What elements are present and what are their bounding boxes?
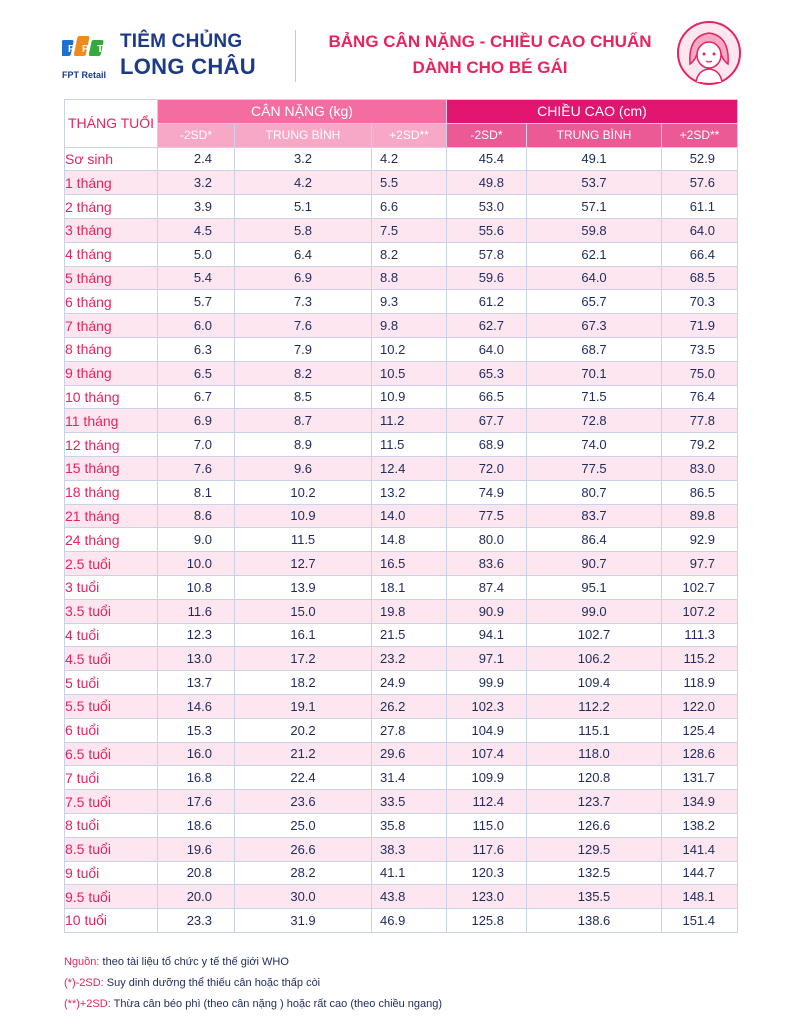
height-plus2sd-cell: 75.0 xyxy=(662,361,738,385)
weight-plus2sd-cell: 35.8 xyxy=(372,813,447,837)
height-plus2sd-cell: 57.6 xyxy=(662,171,738,195)
weight-minus2sd-cell: 10.0 xyxy=(158,552,235,576)
height-median-cell: 118.0 xyxy=(527,742,662,766)
height-minus2sd-cell: 74.9 xyxy=(447,480,527,504)
age-cell: 4 tháng xyxy=(65,242,158,266)
table-row xyxy=(65,361,738,385)
weight-plus2sd-cell: 27.8 xyxy=(372,718,447,742)
height-median-cell: 70.1 xyxy=(527,361,662,385)
age-cell: 10 tuổi xyxy=(65,909,158,933)
weight-minus2sd-cell: 8.6 xyxy=(158,504,235,528)
weight-minus2sd-cell: 6.3 xyxy=(158,337,235,361)
weight-plus2sd-cell: 29.6 xyxy=(372,742,447,766)
height-plus2sd-cell: 77.8 xyxy=(662,409,738,433)
note-source: Nguồn: theo tài liệu tổ chức y tế thế giới WHO xyxy=(64,956,289,968)
weight-minus2sd-cell: 13.0 xyxy=(158,647,235,671)
weight-plus2sd-cell: 11.5 xyxy=(372,433,447,457)
weight-median-cell: 26.6 xyxy=(235,837,372,861)
brand-subtitle: FPT Retail xyxy=(62,70,107,80)
table-row xyxy=(65,718,738,742)
age-cell: 8 tuổi xyxy=(65,813,158,837)
header-divider xyxy=(295,30,296,82)
age-cell: 21 tháng xyxy=(65,504,158,528)
weight-median-cell: 4.2 xyxy=(235,171,372,195)
weight-minus2sd-cell: 6.5 xyxy=(158,361,235,385)
weight-plus2sd-cell: 21.5 xyxy=(372,623,447,647)
age-cell: 9 tháng xyxy=(65,361,158,385)
height-median-cell: 99.0 xyxy=(527,599,662,623)
height-median-cell: 57.1 xyxy=(527,195,662,219)
weight-plus2sd-cell: 12.4 xyxy=(372,456,447,480)
height-plus2sd-cell: 64.0 xyxy=(662,218,738,242)
weight-minus2sd-cell: 5.0 xyxy=(158,242,235,266)
weight-minus2sd-cell: 17.6 xyxy=(158,790,235,814)
weight-minus2sd-cell: 7.0 xyxy=(158,433,235,457)
page-title-line2: DÀNH CHO BÉ GÁI xyxy=(412,58,568,77)
age-cell: 9 tuổi xyxy=(65,861,158,885)
weight-median-cell: 8.2 xyxy=(235,361,372,385)
weight-median-cell: 30.0 xyxy=(235,885,372,909)
age-cell: 6 tháng xyxy=(65,290,158,314)
weight-median-cell: 15.0 xyxy=(235,599,372,623)
height-median-cell: 123.7 xyxy=(527,790,662,814)
height-minus2sd-cell: 64.0 xyxy=(447,337,527,361)
weight-median-header: TRUNG BÌNH xyxy=(235,123,372,147)
height-minus2sd-cell: 123.0 xyxy=(447,885,527,909)
height-median-cell: 72.8 xyxy=(527,409,662,433)
height-plus2sd-cell: 134.9 xyxy=(662,790,738,814)
weight-minus2sd-cell: 12.3 xyxy=(158,623,235,647)
height-minus2sd-cell: 102.3 xyxy=(447,694,527,718)
weight-plus2sd-cell: 14.8 xyxy=(372,528,447,552)
weight-median-cell: 19.1 xyxy=(235,694,372,718)
height-minus2sd-cell: 83.6 xyxy=(447,552,527,576)
weight-minus2sd-cell: 3.9 xyxy=(158,195,235,219)
weight-minus2sd-cell: 2.4 xyxy=(158,147,235,171)
height-minus2sd-cell: 57.8 xyxy=(447,242,527,266)
weight-median-cell: 31.9 xyxy=(235,909,372,933)
height-median-cell: 120.8 xyxy=(527,766,662,790)
weight-plus2sd-cell: 5.5 xyxy=(372,171,447,195)
height-plus2sd-cell: 86.5 xyxy=(662,480,738,504)
table-row xyxy=(65,599,738,623)
height-minus2sd-cell: 67.7 xyxy=(447,409,527,433)
height-minus2sd-cell: 125.8 xyxy=(447,909,527,933)
weight-median-cell: 23.6 xyxy=(235,790,372,814)
weight-median-cell: 8.5 xyxy=(235,385,372,409)
brand-name-line1: TIÊM CHỦNG xyxy=(120,31,243,52)
age-cell: 4.5 tuổi xyxy=(65,647,158,671)
weight-plus2sd-cell: 7.5 xyxy=(372,218,447,242)
height-minus2sd-cell: 80.0 xyxy=(447,528,527,552)
height-minus2sd-cell: 109.9 xyxy=(447,766,527,790)
table-row xyxy=(65,671,738,695)
height-plus2sd-cell: 76.4 xyxy=(662,385,738,409)
height-plus2sd-cell: 71.9 xyxy=(662,314,738,338)
height-minus2sd-cell: 117.6 xyxy=(447,837,527,861)
weight-median-cell: 6.9 xyxy=(235,266,372,290)
age-cell: 8.5 tuổi xyxy=(65,837,158,861)
age-cell: 3 tháng xyxy=(65,218,158,242)
weight-median-cell: 5.8 xyxy=(235,218,372,242)
age-cell: 1 tháng xyxy=(65,171,158,195)
weight-header: CÂN NẶNG (kg) xyxy=(158,100,447,124)
height-plus2sd-cell: 118.9 xyxy=(662,671,738,695)
weight-plus2sd-cell: 13.2 xyxy=(372,480,447,504)
weight-median-cell: 13.9 xyxy=(235,575,372,599)
height-plus2sd-cell: 92.9 xyxy=(662,528,738,552)
weight-median-cell: 6.4 xyxy=(235,242,372,266)
weight-median-cell: 18.2 xyxy=(235,671,372,695)
height-minus2sd-cell: 94.1 xyxy=(447,623,527,647)
weight-median-cell: 7.6 xyxy=(235,314,372,338)
weight-median-cell: 21.2 xyxy=(235,742,372,766)
height-median-cell: 132.5 xyxy=(527,861,662,885)
weight-plus2sd-header: +2SD** xyxy=(372,123,447,147)
height-minus2sd-cell: 99.9 xyxy=(447,671,527,695)
age-cell: 3.5 tuổi xyxy=(65,599,158,623)
fpt-logo-icon xyxy=(62,30,110,66)
table-row xyxy=(65,290,738,314)
height-header: CHIỀU CAO (cm) xyxy=(447,100,738,124)
height-median-cell: 135.5 xyxy=(527,885,662,909)
weight-plus2sd-cell: 23.2 xyxy=(372,647,447,671)
age-cell: 5 tháng xyxy=(65,266,158,290)
height-minus2sd-cell: 59.6 xyxy=(447,266,527,290)
table-row xyxy=(65,861,738,885)
height-minus2sd-cell: 68.9 xyxy=(447,433,527,457)
table-row xyxy=(65,456,738,480)
weight-minus2sd-cell: 5.7 xyxy=(158,290,235,314)
height-plus2sd-cell: 89.8 xyxy=(662,504,738,528)
height-plus2sd-cell: 111.3 xyxy=(662,623,738,647)
weight-minus2sd-cell: 8.1 xyxy=(158,480,235,504)
weight-median-cell: 11.5 xyxy=(235,528,372,552)
height-plus2sd-cell: 52.9 xyxy=(662,147,738,171)
weight-minus2sd-cell: 18.6 xyxy=(158,813,235,837)
weight-plus2sd-cell: 10.5 xyxy=(372,361,447,385)
table-row xyxy=(65,409,738,433)
weight-plus2sd-cell: 4.2 xyxy=(372,147,447,171)
note-plus2sd: (**)+2SD: Thừa cân béo phì (theo cân nặng ) hoặc rất cao (theo chiều ngang) xyxy=(64,998,443,1010)
weight-minus2sd-cell: 23.3 xyxy=(158,909,235,933)
weight-plus2sd-cell: 11.2 xyxy=(372,409,447,433)
height-minus2sd-cell: 45.4 xyxy=(447,147,527,171)
footnotes xyxy=(64,952,442,1015)
table-row xyxy=(65,552,738,576)
growth-table xyxy=(64,99,738,933)
weight-median-cell: 7.3 xyxy=(235,290,372,314)
table-row xyxy=(65,623,738,647)
height-plus2sd-cell: 79.2 xyxy=(662,433,738,457)
weight-plus2sd-cell: 38.3 xyxy=(372,837,447,861)
weight-median-cell: 5.1 xyxy=(235,195,372,219)
weight-plus2sd-cell: 41.1 xyxy=(372,861,447,885)
svg-text:P: P xyxy=(82,44,89,55)
table-row xyxy=(65,790,738,814)
weight-median-cell: 10.2 xyxy=(235,480,372,504)
height-minus2sd-cell: 53.0 xyxy=(447,195,527,219)
height-median-cell: 115.1 xyxy=(527,718,662,742)
age-cell: 9.5 tuổi xyxy=(65,885,158,909)
note-minus2sd: (*)-2SD: Suy dinh dưỡng thể thiếu cân hoặc thấp còi xyxy=(64,977,321,989)
age-cell: Sơ sinh xyxy=(65,147,158,171)
weight-minus2sd-cell: 13.7 xyxy=(158,671,235,695)
weight-plus2sd-cell: 14.0 xyxy=(372,504,447,528)
weight-minus2sd-cell: 9.0 xyxy=(158,528,235,552)
height-median-cell: 90.7 xyxy=(527,552,662,576)
height-median-cell: 83.7 xyxy=(527,504,662,528)
age-cell: 3 tuổi xyxy=(65,575,158,599)
age-cell: 4 tuổi xyxy=(65,623,158,647)
height-median-cell: 112.2 xyxy=(527,694,662,718)
height-plus2sd-cell: 151.4 xyxy=(662,909,738,933)
height-plus2sd-cell: 131.7 xyxy=(662,766,738,790)
weight-plus2sd-cell: 26.2 xyxy=(372,694,447,718)
height-plus2sd-cell: 125.4 xyxy=(662,718,738,742)
weight-plus2sd-cell: 10.9 xyxy=(372,385,447,409)
age-cell: 2.5 tuổi xyxy=(65,552,158,576)
height-median-cell: 53.7 xyxy=(527,171,662,195)
age-cell: 18 tháng xyxy=(65,480,158,504)
height-minus2sd-cell: 90.9 xyxy=(447,599,527,623)
table-row xyxy=(65,694,738,718)
page-title-line1: BẢNG CÂN NẶNG - CHIỀU CAO CHUẨN xyxy=(328,32,652,51)
age-cell: 5 tuổi xyxy=(65,671,158,695)
weight-minus2sd-cell: 4.5 xyxy=(158,218,235,242)
height-plus2sd-cell: 73.5 xyxy=(662,337,738,361)
table-row xyxy=(65,528,738,552)
weight-minus2sd-cell: 14.6 xyxy=(158,694,235,718)
table-row xyxy=(65,575,738,599)
height-minus2sd-cell: 65.3 xyxy=(447,361,527,385)
table-body xyxy=(65,147,738,932)
table-row xyxy=(65,885,738,909)
height-minus2sd-cell: 87.4 xyxy=(447,575,527,599)
weight-minus2sd-cell: 6.7 xyxy=(158,385,235,409)
height-minus2sd-cell: 120.3 xyxy=(447,861,527,885)
age-cell: 7 tuổi xyxy=(65,766,158,790)
weight-plus2sd-cell: 46.9 xyxy=(372,909,447,933)
height-plus2sd-cell: 144.7 xyxy=(662,861,738,885)
weight-minus2sd-cell: 7.6 xyxy=(158,456,235,480)
height-minus2sd-cell: 115.0 xyxy=(447,813,527,837)
table-row xyxy=(65,837,738,861)
height-median-cell: 59.8 xyxy=(527,218,662,242)
table-row xyxy=(65,742,738,766)
weight-plus2sd-cell: 16.5 xyxy=(372,552,447,576)
height-plus2sd-cell: 61.1 xyxy=(662,195,738,219)
weight-plus2sd-cell: 19.8 xyxy=(372,599,447,623)
weight-minus2sd-cell: 6.0 xyxy=(158,314,235,338)
height-minus2sd-cell: 77.5 xyxy=(447,504,527,528)
weight-minus2sd-cell: 15.3 xyxy=(158,718,235,742)
weight-median-cell: 3.2 xyxy=(235,147,372,171)
height-median-cell: 106.2 xyxy=(527,647,662,671)
height-plus2sd-cell: 70.3 xyxy=(662,290,738,314)
weight-median-cell: 8.7 xyxy=(235,409,372,433)
weight-plus2sd-cell: 33.5 xyxy=(372,790,447,814)
weight-plus2sd-cell: 18.1 xyxy=(372,575,447,599)
weight-minus2sd-cell: 3.2 xyxy=(158,171,235,195)
weight-median-cell: 17.2 xyxy=(235,647,372,671)
age-cell: 7.5 tuổi xyxy=(65,790,158,814)
height-median-cell: 86.4 xyxy=(527,528,662,552)
weight-median-cell: 10.9 xyxy=(235,504,372,528)
height-median-cell: 71.5 xyxy=(527,385,662,409)
weight-minus2sd-cell: 5.4 xyxy=(158,266,235,290)
height-plus2sd-cell: 97.7 xyxy=(662,552,738,576)
weight-plus2sd-cell: 6.6 xyxy=(372,195,447,219)
height-median-cell: 68.7 xyxy=(527,337,662,361)
weight-minus2sd-cell: 19.6 xyxy=(158,837,235,861)
svg-text:T: T xyxy=(97,44,104,55)
weight-plus2sd-cell: 31.4 xyxy=(372,766,447,790)
height-plus2sd-cell: 66.4 xyxy=(662,242,738,266)
table-row xyxy=(65,813,738,837)
height-median-cell: 129.5 xyxy=(527,837,662,861)
height-median-cell: 80.7 xyxy=(527,480,662,504)
height-plus2sd-header: +2SD** xyxy=(662,123,738,147)
age-column-header: THÁNG TUỔI xyxy=(65,100,158,148)
weight-plus2sd-cell: 9.3 xyxy=(372,290,447,314)
height-plus2sd-cell: 83.0 xyxy=(662,456,738,480)
height-minus2sd-cell: 55.6 xyxy=(447,218,527,242)
weight-minus2sd-header: -2SD* xyxy=(158,123,235,147)
table-row xyxy=(65,909,738,933)
table-row xyxy=(65,433,738,457)
weight-minus2sd-cell: 11.6 xyxy=(158,599,235,623)
height-plus2sd-cell: 107.2 xyxy=(662,599,738,623)
table-row xyxy=(65,337,738,361)
height-median-cell: 67.3 xyxy=(527,314,662,338)
height-plus2sd-cell: 115.2 xyxy=(662,647,738,671)
weight-minus2sd-cell: 10.8 xyxy=(158,575,235,599)
weight-median-cell: 25.0 xyxy=(235,813,372,837)
height-plus2sd-cell: 138.2 xyxy=(662,813,738,837)
age-cell: 5.5 tuổi xyxy=(65,694,158,718)
weight-plus2sd-cell: 24.9 xyxy=(372,671,447,695)
height-minus2sd-cell: 66.5 xyxy=(447,385,527,409)
height-median-cell: 77.5 xyxy=(527,456,662,480)
age-cell: 6 tuổi xyxy=(65,718,158,742)
table-row xyxy=(65,218,738,242)
height-minus2sd-header: -2SD* xyxy=(447,123,527,147)
height-plus2sd-cell: 148.1 xyxy=(662,885,738,909)
table-row xyxy=(65,480,738,504)
height-plus2sd-cell: 141.4 xyxy=(662,837,738,861)
table-row xyxy=(65,504,738,528)
age-cell: 6.5 tuổi xyxy=(65,742,158,766)
weight-minus2sd-cell: 20.0 xyxy=(158,885,235,909)
height-median-cell: 126.6 xyxy=(527,813,662,837)
height-plus2sd-cell: 128.6 xyxy=(662,742,738,766)
age-cell: 11 tháng xyxy=(65,409,158,433)
girl-avatar-icon xyxy=(676,20,742,86)
weight-plus2sd-cell: 8.2 xyxy=(372,242,447,266)
weight-median-cell: 12.7 xyxy=(235,552,372,576)
table-row xyxy=(65,314,738,338)
weight-plus2sd-cell: 8.8 xyxy=(372,266,447,290)
height-plus2sd-cell: 68.5 xyxy=(662,266,738,290)
weight-plus2sd-cell: 43.8 xyxy=(372,885,447,909)
table-row xyxy=(65,242,738,266)
height-minus2sd-cell: 61.2 xyxy=(447,290,527,314)
weight-median-cell: 22.4 xyxy=(235,766,372,790)
table-row xyxy=(65,266,738,290)
age-cell: 10 tháng xyxy=(65,385,158,409)
height-median-cell: 65.7 xyxy=(527,290,662,314)
weight-median-cell: 16.1 xyxy=(235,623,372,647)
svg-text:F: F xyxy=(68,44,75,55)
table-row xyxy=(65,766,738,790)
height-median-cell: 102.7 xyxy=(527,623,662,647)
height-minus2sd-cell: 72.0 xyxy=(447,456,527,480)
height-minus2sd-cell: 107.4 xyxy=(447,742,527,766)
weight-minus2sd-cell: 6.9 xyxy=(158,409,235,433)
brand-name-line2: LONG CHÂU xyxy=(120,54,256,79)
height-minus2sd-cell: 104.9 xyxy=(447,718,527,742)
height-plus2sd-cell: 102.7 xyxy=(662,575,738,599)
table-row xyxy=(65,195,738,219)
weight-minus2sd-cell: 20.8 xyxy=(158,861,235,885)
height-median-cell: 109.4 xyxy=(527,671,662,695)
height-median-cell: 95.1 xyxy=(527,575,662,599)
height-median-cell: 62.1 xyxy=(527,242,662,266)
weight-minus2sd-cell: 16.8 xyxy=(158,766,235,790)
weight-median-cell: 7.9 xyxy=(235,337,372,361)
weight-median-cell: 28.2 xyxy=(235,861,372,885)
height-minus2sd-cell: 49.8 xyxy=(447,171,527,195)
weight-plus2sd-cell: 9.8 xyxy=(372,314,447,338)
age-cell: 24 tháng xyxy=(65,528,158,552)
weight-median-cell: 8.9 xyxy=(235,433,372,457)
height-median-header: TRUNG BÌNH xyxy=(527,123,662,147)
height-median-cell: 49.1 xyxy=(527,147,662,171)
weight-median-cell: 9.6 xyxy=(235,456,372,480)
header xyxy=(0,0,800,96)
weight-plus2sd-cell: 10.2 xyxy=(372,337,447,361)
height-plus2sd-cell: 122.0 xyxy=(662,694,738,718)
height-median-cell: 74.0 xyxy=(527,433,662,457)
table-row xyxy=(65,147,738,171)
age-cell: 12 tháng xyxy=(65,433,158,457)
height-minus2sd-cell: 97.1 xyxy=(447,647,527,671)
age-cell: 2 tháng xyxy=(65,195,158,219)
age-cell: 7 tháng xyxy=(65,314,158,338)
height-median-cell: 138.6 xyxy=(527,909,662,933)
height-minus2sd-cell: 112.4 xyxy=(447,790,527,814)
height-minus2sd-cell: 62.7 xyxy=(447,314,527,338)
table-row xyxy=(65,171,738,195)
table-row xyxy=(65,385,738,409)
table-row xyxy=(65,647,738,671)
weight-median-cell: 20.2 xyxy=(235,718,372,742)
age-cell: 15 tháng xyxy=(65,456,158,480)
weight-minus2sd-cell: 16.0 xyxy=(158,742,235,766)
height-median-cell: 64.0 xyxy=(527,266,662,290)
age-cell: 8 tháng xyxy=(65,337,158,361)
